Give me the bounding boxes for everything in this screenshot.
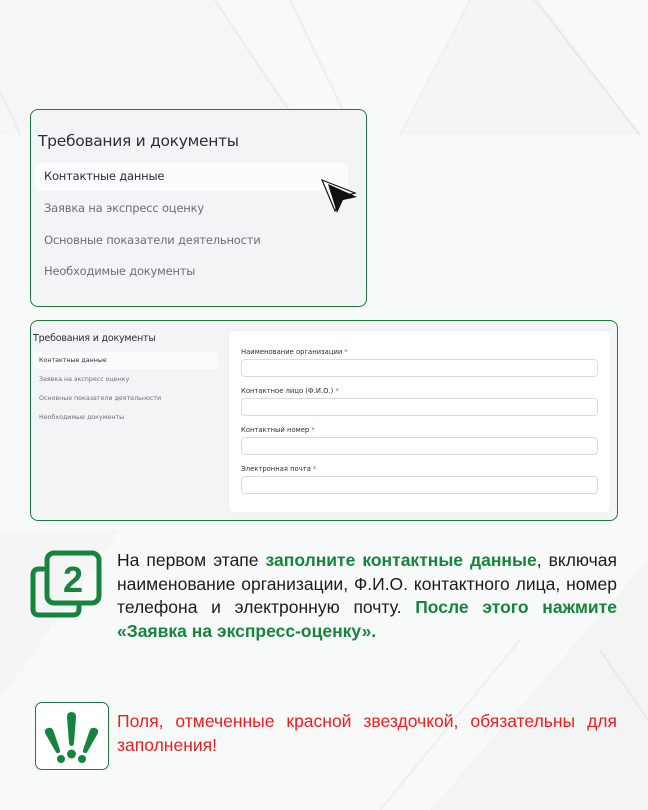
requirements-panel-preview: [30, 109, 367, 307]
menu-item-key-indicators[interactable]: Основные показатели деятельности: [44, 233, 261, 247]
contact-person-input[interactable]: [241, 398, 598, 416]
exclamation-burst-icon: [36, 703, 107, 768]
required-asterisk: *: [335, 387, 339, 395]
step-text-highlight: После этого нажмите «Заявка на экспресс-оценку».: [117, 597, 617, 641]
field-label-text: Наименование организации: [241, 348, 343, 356]
menu-item-express-evaluation[interactable]: Заявка на экспресс оценку: [44, 201, 204, 215]
contact-form-panel: [30, 320, 618, 521]
sidebar-item-key-indicators[interactable]: Основные показатели деятельности: [39, 395, 162, 402]
field-label-text: Электронная почта: [241, 465, 311, 473]
contact-person-label: [241, 387, 339, 395]
organization-name-label: [241, 348, 348, 356]
sidebar-item-required-documents[interactable]: Необходимые документы: [39, 414, 125, 421]
email-input[interactable]: [241, 476, 598, 494]
step-text-part: На первом этапе: [117, 550, 266, 570]
step-text-highlight: заполните контактные данные: [265, 550, 537, 570]
required-asterisk: *: [312, 465, 317, 473]
required-asterisk: *: [311, 426, 315, 434]
sidebar-item-express-evaluation[interactable]: Заявка на экспресс оценку: [39, 376, 130, 383]
required-asterisk: *: [344, 348, 348, 356]
contact-phone-label: [241, 426, 315, 434]
mouse-pointer-icon: [319, 177, 359, 215]
panel-title: Требования и документы: [38, 132, 239, 150]
step-number: 2: [62, 559, 84, 600]
menu-item-contact-data[interactable]: Контактные данные: [35, 162, 348, 191]
step-2-icon: [29, 547, 105, 619]
contact-phone-input[interactable]: [241, 437, 598, 455]
field-label-text: Контактный номер: [241, 426, 310, 434]
email-label: [241, 465, 316, 473]
step-text-part: , включая наименование организации, Ф.И.О. контактного лица, номер телефона и электронную почту.: [117, 550, 617, 617]
step-instructions: [117, 549, 617, 643]
warning-icon-box: [35, 702, 109, 770]
organization-name-input[interactable]: [241, 359, 598, 377]
contact-form: [229, 331, 610, 512]
required-fields-warning: Поля, отмеченные красной звездочкой, обязательны для заполнения!: [117, 711, 617, 755]
sidebar-title: Требования и документы: [33, 333, 156, 344]
menu-item-required-documents[interactable]: Необходимые документы: [44, 264, 196, 278]
field-label-text: Контактное лицо (Ф.И.О.): [241, 387, 334, 395]
sidebar-item-contact-data[interactable]: Контактные данные: [33, 352, 218, 369]
